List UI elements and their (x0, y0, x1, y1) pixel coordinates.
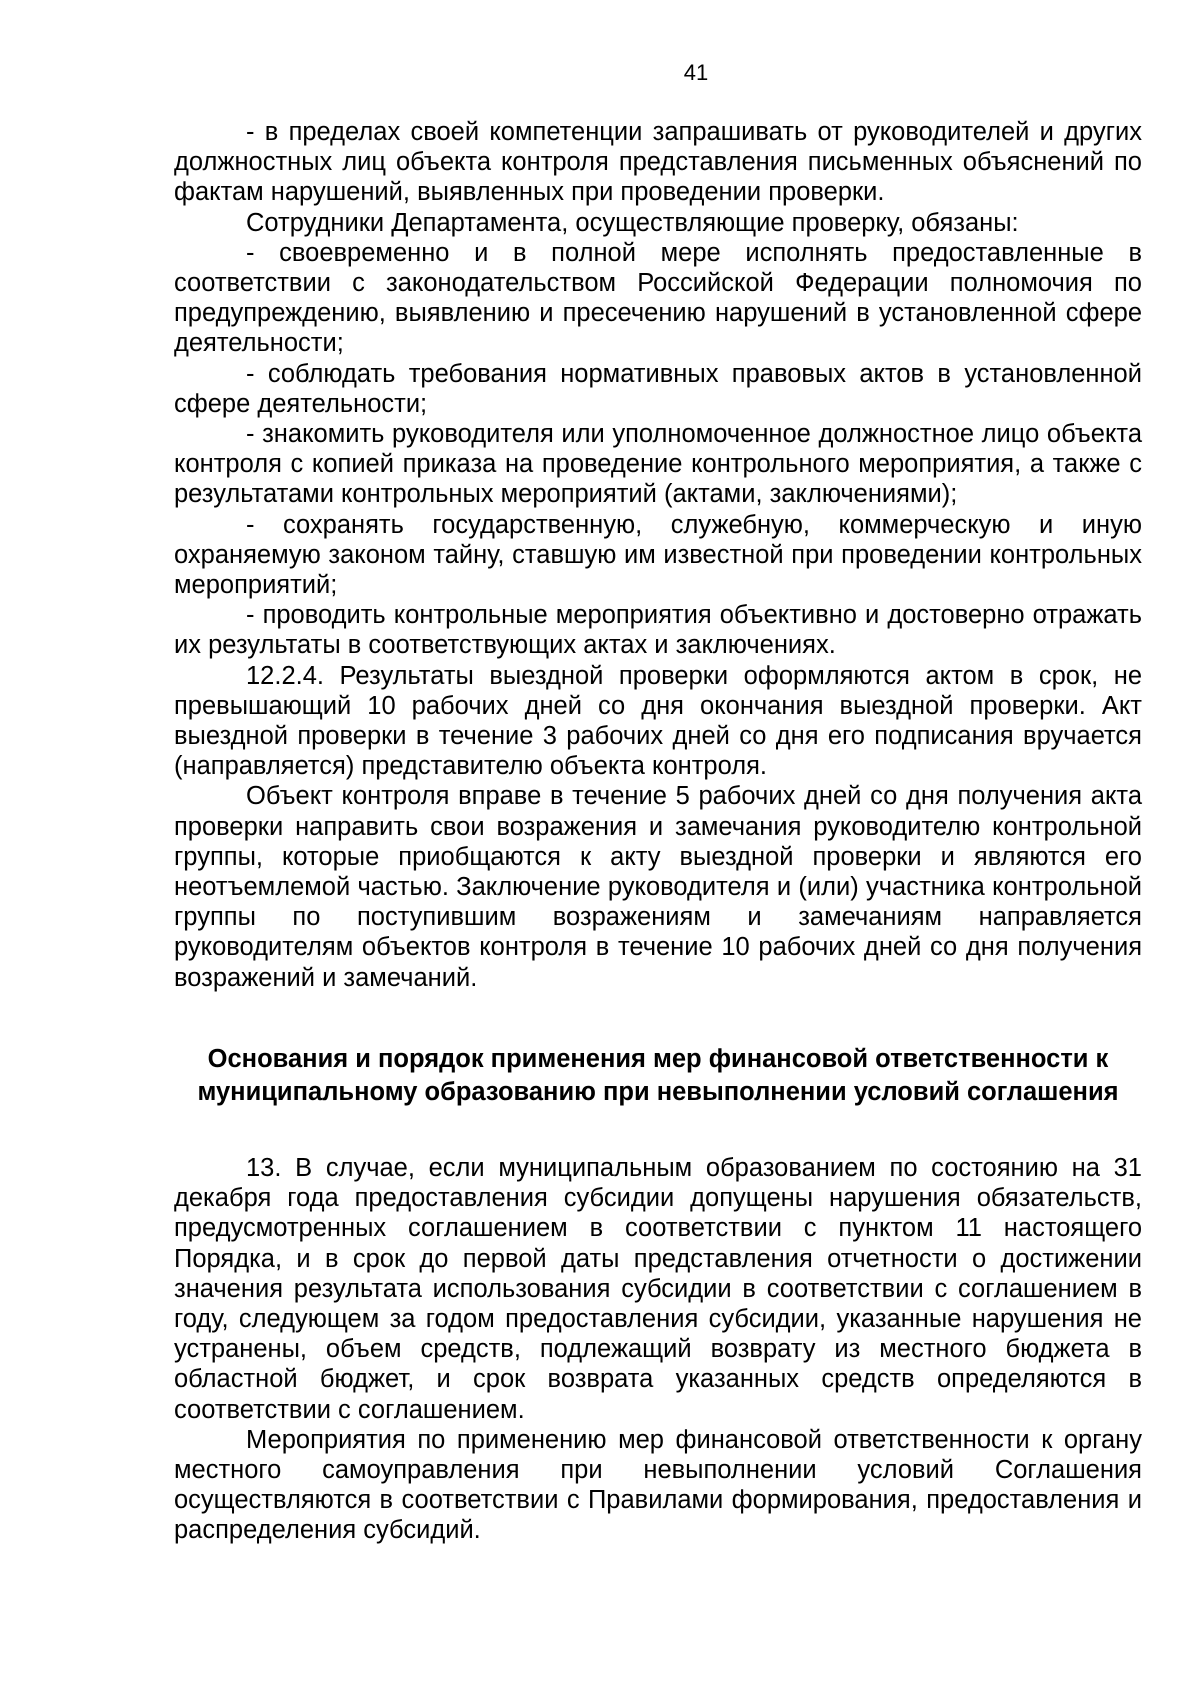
paragraph: - проводить контрольные мероприятия объективно и достоверно отражать их результаты в соответствующих актах и заключениях. (174, 601, 1142, 660)
document-body (174, 117, 1142, 1546)
paragraph: - соблюдать требования нормативных правовых актов в установленной сфере деятельности; (174, 359, 1142, 418)
paragraph: - своевременно и в полной мере исполнять предоставленные в соответствии с законодательством Российской Федерации полномочия по предупреждению, выявлению и пресечению нарушений в установленной сфере деятельности; (174, 238, 1142, 358)
section-heading (174, 1043, 1142, 1109)
paragraph: - сохранять государственную, служебную, коммерческую и иную охраняемую законом тайну, ставшую им известной при проведении контрольных мероприятий; (174, 510, 1142, 600)
paragraph: Сотрудники Департамента, осуществляющие проверку, обязаны: (246, 208, 1019, 237)
paragraph: 12.2.4. Результаты выездной проверки оформляются актом в срок, не превышающий 10 рабочих дней со дня окончания выездной проверки. Акт выездной проверки в течение 3 рабочих дней со дня его подписания вручается (направляется) представителю объекта контроля. (174, 661, 1142, 781)
section-heading-line: Основания и порядок применения мер финансовой ответственности к (207, 1044, 1109, 1073)
paragraph: Объект контроля вправе в течение 5 рабочих дней со дня получения акта проверки направить свои возражения и замечания руководителю контрольной группы, которые приобщаются к акту выездной проверки и являются его неотъемлемой частью. Заключение руководителя и (или) участника контрольной группы по поступившим возражениям и замечаниям направляется руководителям объектов контроля в течение 10 рабочих дней со дня получения возражений и замечаний. (174, 782, 1142, 992)
paragraph: 13. В случае, если муниципальным образованием по состоянию на 31 декабря года предоставления субсидии допущены нарушения обязательств, предусмотренных соглашением в соответствии с пунктом 11 настоящего Порядка, и в срок до первой даты представления отчетности о достижении значения результата использования субсидии в соответствии с соглашением в году, следующем за годом предоставления субсидии, указанные нарушения не устранены, объем средств, подлежащий возврату из местного бюджета в областной бюджет, и срок возврата указанных средств определяются в соответствии с соглашением. (174, 1153, 1142, 1424)
page-number: 41 (683, 60, 709, 85)
paragraph: - в пределах своей компетенции запрашивать от руководителей и других должностных лиц объекта контроля представления письменных объяснений по фактам нарушений, выявленных при проведении проверки. (174, 118, 1142, 207)
paragraph: Мероприятия по применению мер финансовой ответственности к органу местного самоуправления при невыполнении условий Соглашения осуществляются в соответствии с Правилами формирования, предоставления и распределения субсидий. (174, 1425, 1142, 1545)
section-heading-line: муниципальному образованию при невыполнении условий соглашения (197, 1077, 1119, 1106)
paragraph: - знакомить руководителя или уполномоченное должностное лицо объекта контроля с копией приказа на проведение контрольного мероприятия, а также с результатами контрольных мероприятий (актами, заключениями); (174, 420, 1142, 509)
